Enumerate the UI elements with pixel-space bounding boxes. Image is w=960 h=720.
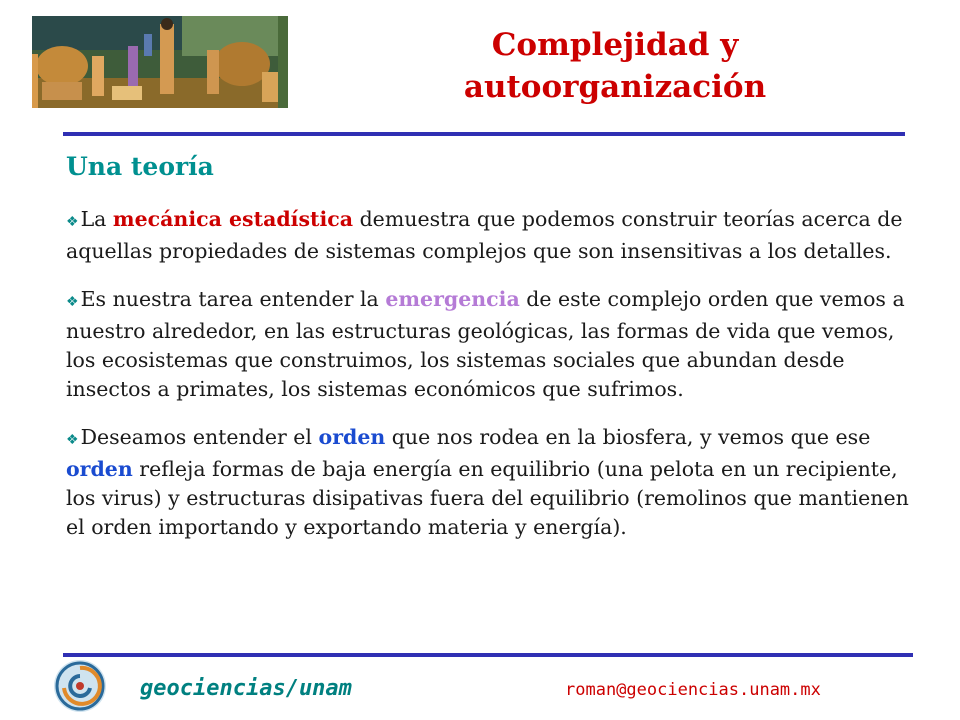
header-painting-image [32,16,288,108]
diamond-bullet-icon: ❖ [66,294,79,310]
paragraph-2-pre: Es nuestra tarea entender la [80,287,386,311]
keyword-orden-2: orden [66,457,133,481]
paragraph-3-mid: que nos rodea en la biosfera, y vemos que ese [385,425,871,449]
top-divider [63,132,905,136]
diamond-bullet-icon: ❖ [66,432,79,448]
paragraph-1-pre: La [80,207,113,231]
diamond-bullet-icon: ❖ [66,214,79,230]
slide-title-line1: Complejidad y [491,27,739,63]
paragraph-3-pre: Deseamos entender el [80,425,319,449]
slide-title [380,24,850,108]
paragraph-2-post: de este complejo orden que vemos a nuestro alrededor, en las estructuras geológicas, las formas de vida que vemos, los ecosistemas que construimos, los sistemas sociales que abundan desde insectos a primates, los sistemas económicos que sufrimos. [66,287,905,401]
paragraph-1 [66,205,911,266]
geociencias-logo-icon [52,658,108,714]
footer-organization: geociencias/unam [140,676,352,701]
paragraph-3-post: refleja formas de baja energía en equilibrio (una pelota en un recipiente, los virus) y estructuras disipativas fuera del equilibrio (remolinos que mantienen el orden importando y exportando materia y energía). [66,457,909,539]
paragraph-1-post: demuestra que podemos construir teorías acerca de aquellas propiedades de sistemas complejos que son insensitivas a los detalles. [66,207,903,263]
keyword-orden: orden [318,425,386,449]
keyword-emergencia: emergencia [385,287,520,311]
paragraph-2 [66,285,911,404]
section-heading: Una teoría [66,152,214,181]
body-content [66,205,911,561]
keyword-mecanica-estadistica: mecánica estadística [112,207,354,231]
bottom-divider [63,653,913,657]
paragraph-3 [66,423,911,542]
slide-title-line2: autoorganización [463,69,767,105]
footer-email: roman@geociencias.unam.mx [565,680,821,700]
